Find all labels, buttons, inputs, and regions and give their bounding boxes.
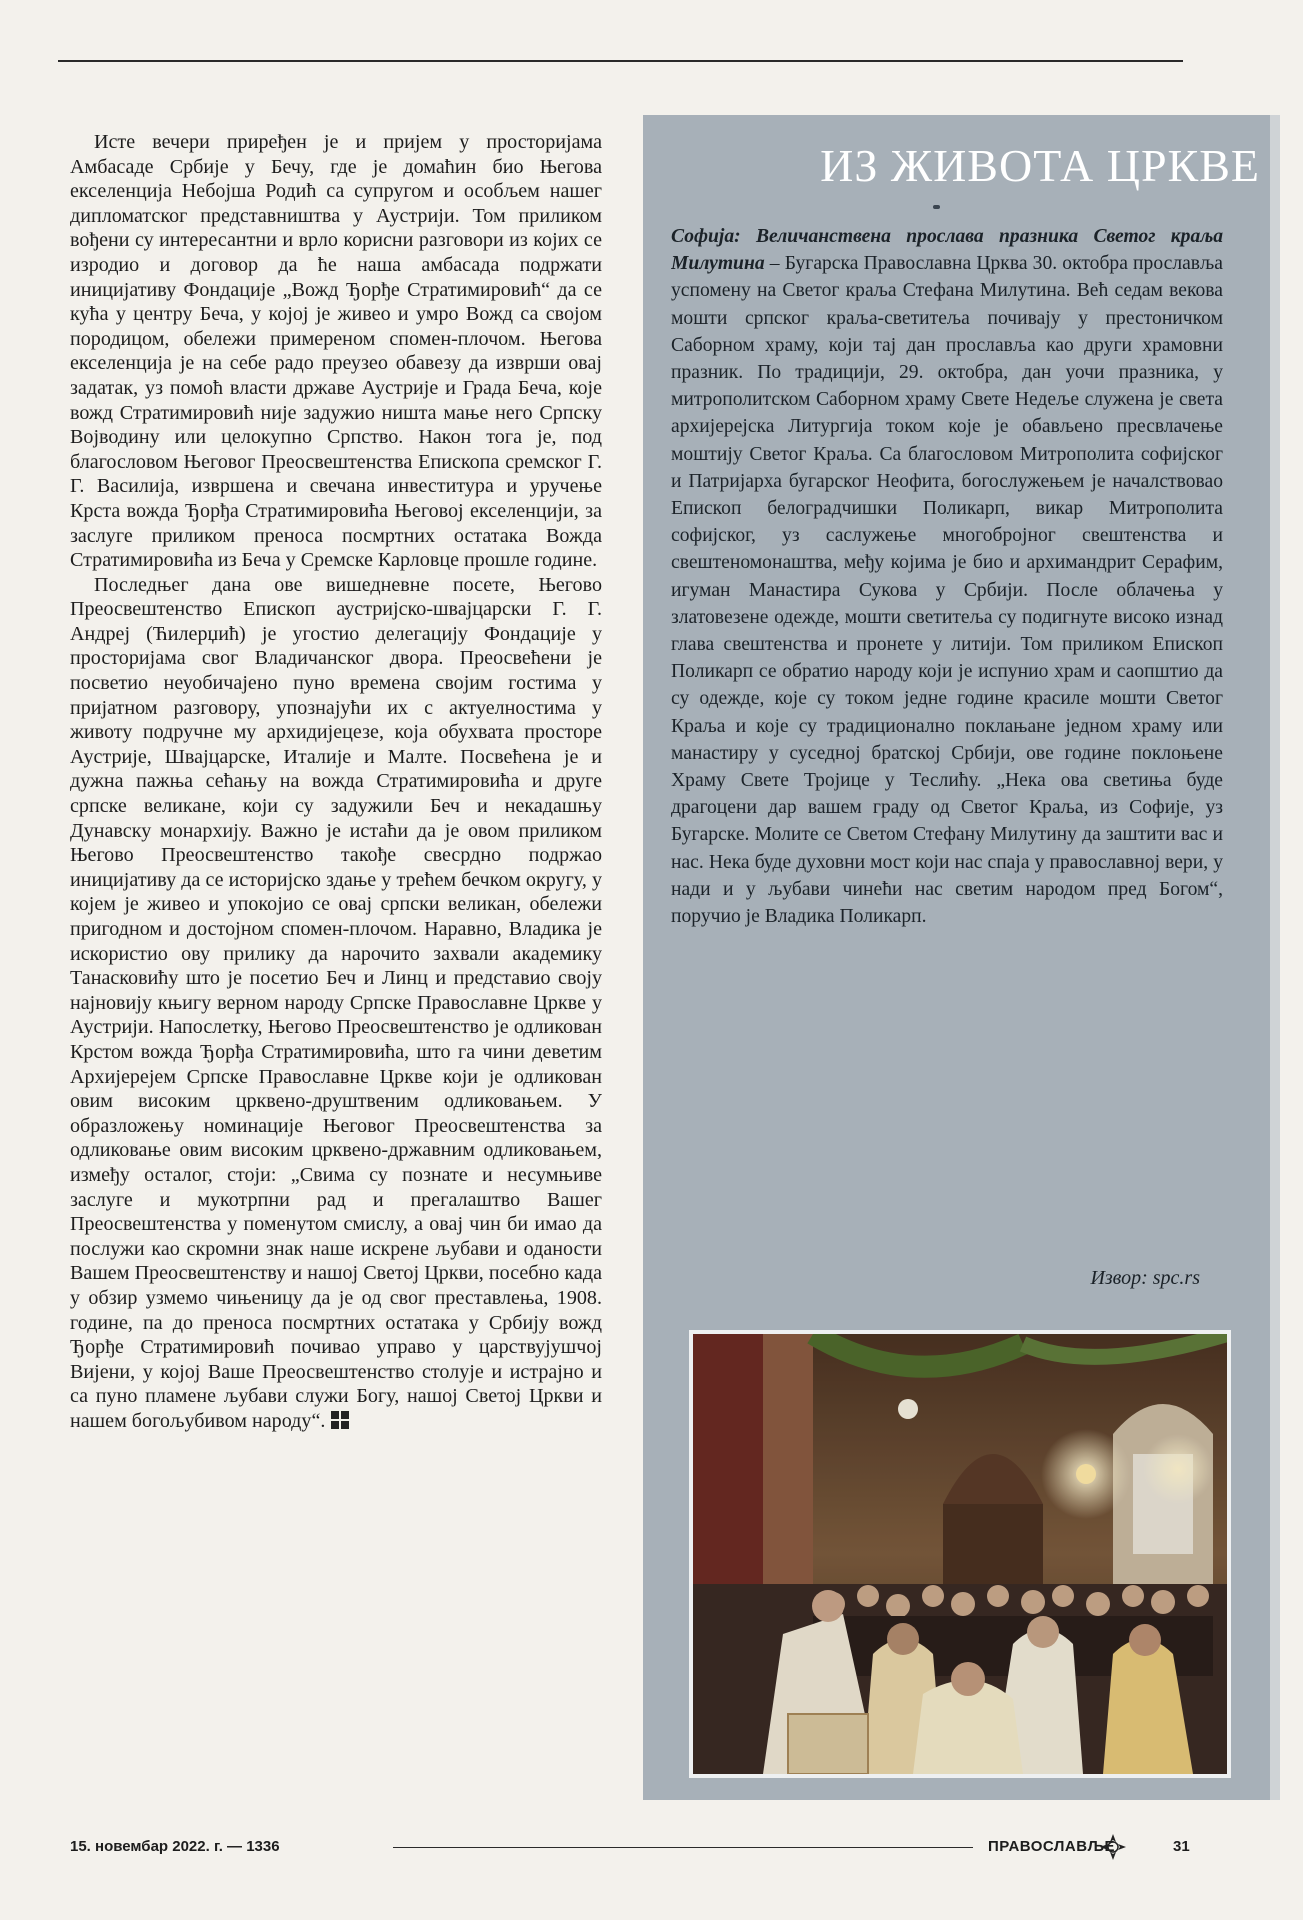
sidebar-article	[671, 223, 1223, 1373]
article-source: Извор: spc.rs	[1090, 1267, 1200, 1289]
footer-date-issue: 15. новембар 2022. г. — 1336	[70, 1838, 280, 1855]
title-ornament	[933, 205, 940, 209]
footer-rule	[393, 1847, 973, 1848]
sidebar-church-news	[643, 115, 1280, 1800]
cathedral-liturgy-photo	[689, 1330, 1231, 1778]
cross-ornament-icon	[1098, 1832, 1128, 1862]
paragraph-2-text: Последњег дана ове вишедневне посете, Његово Преосвештенство Епископ аустријско-швајцарски Г. Г. Андреј (Ћилерџић) је угостио делегацију Фондације у просторијама свог Владичанског двора. Преосвећени је посветио неуобичајено пуно времена својим гостима у пријатном разговору, упознајући их с актуелностима у животу подручне му архидијецезе, која обухвата просторе Аустрије, Швајцарске, Италије и Малте. Посвећена је и дужна пажња сећању на вожда Стратимировића и друге српске великане, који су задужили Беч и некадашњу Дунавску монархију. Важно је истаћи да је овом приликом Његово Преосвештенство такође свесрдно подржао иницијативу да се историјско здање у трећем бечком округу, у којем је живео и упокојио се овај српски великан, обележи пригодном и достојном спомен-плочом. Наравно, Владика је искористио ову прилику да нарочито захвали академику Танасковићу што је посетио Беч и Линц и представио своју најновију књигу верном народу Српске Православне Цркве у Аустрији. Напослетку, Његово Преосвештенство је одликован Крстом вожда Ђорђа Стратимировића, што га чини деветим Архијерејем Српске Православне Цркве који је одликован овим високим црквено-друштвеним одликовањем. У образложењу номинације Његовог Преосвештенства за одликовање овим високим црквено-државним одликовањем, између осталог, стоји: „Свима су познате и несумњиве заслуге и мукотрпни рад и прегалаштво Вашег Преосвештенства у поменутом смислу, а овај чин би имао да послужи као скромни знак наше искрене љубави и оданости Вашем Преосвештенству и нашој Светој Цркви, посебно када у обзир узмемо чињеницу да је од свог преставлења, 1908. године, па до преноса посмртних остатака у Србију вожд Ђорђе Стратимировић почивао управо у царствујушчој Вијени, у којој Ваше Преосвештенство столује и истрајно и са пуно пламене љубави служи Богу, нашој Светој Цркви и нашем богољубивом народу“.	[70, 573, 602, 1432]
paragraph-1: Исте вечери приређен је и пријем у просторијама Амбасаде Србије у Бечу, где је домаћин био Његова екселенција Небојша Родић са супругом и особљем нашег дипломатског представништва у Аустрији. Том приликом вођени су интересантни и врло корисни разговори из којих се изродио и договор да ће наша амбасада подржати иницијативу Фондације „Вожд Ђорђе Стратимировић“ да се кућа у центру Беча, у којој је живео и умро Вожд са својом породицом, обележи примереном спомен-плочом. Његова екселенција је на себе радо преузео обавезу да изврши овај задатак, уз помоћ власти државе Аустрије и Града Беча, које вожд Стратимировић није задужио ништа мање него Српску Војводину или целокупно Српство. Након тога је, под благословом Његовог Преосвештенства Епископа сремског Г. Г. Василија, извршена и свечана инвеститура и уручење Крста вожда Ђорђа Стратимировића Његовој екселенцији, за заслуге приликом преноса посмртних остатака Вожда Стратимировића из Беча у Сремске Карловце прошле године.	[70, 131, 602, 572]
left-column-article	[70, 130, 602, 1820]
end-of-article-icon	[331, 1411, 349, 1429]
section-title: ИЗ ЖИВОТА ЦРКВЕ	[820, 140, 1260, 191]
article-lead: Софија: Величанствена прослава празника Светог краља Милутина	[671, 226, 1223, 275]
page-number: 31	[1173, 1838, 1190, 1855]
article-body: – Бугарска Православна Црква 30. октобра прославља успомену на Светог краља Стефана Милутина. Већ седам векова мошти српског краља-светитеља почивају у престоничком Саборном храму, који тај дан прославља као други храмовни празник. По традицији, 29. октобра, дан уочи празника, у митрополитском Саборном храму Свете Недеље служена је света архијерејска Литургија током које је обављено пресвлачење моштију Светог Краља. Са благословом Митрополита софијског и Патријарха бугарског Неофита, богослужењем је началствовао Епископ белоградчишки Поликарп, викар Митрополита софијског, уз саслужење многобројног свештенства и свештеномонаштва, међу којима је био и архимандрит Серафим, игуман Манастира Сукова у Србији. После облачења у златовезене одежде, мошти светитеља су подигнуте високо изнад глава свештенства и пронете у литији. Том приликом Епископ Поликарп се обратио народу који је испунио храм и саопштио да су одежде, које су током једне године красиле мошти Светог Краља и које су традиционално поклањане једном храму или манастиру у суседној братској Србији, ове године поклоњене Храму Свете Тројице у Теслићу. „Нека ова светиња буде драгоцени дар вашем граду од Светог Краља, из Софије, уз Бугарске. Молите се Светом Стефану Милутину да заштити вас и нас. Нека буде духовни мост који нас спаја у православној вери, у нади и у љубави чинећи нас светим народом пред Богом“, поручио је Владика Поликарп.	[671, 253, 1223, 928]
top-rule	[58, 60, 1183, 62]
publication-name: ПРАВОСЛАВЉЕ	[988, 1838, 1115, 1855]
footer-publication	[988, 1832, 1188, 1862]
paragraph-2	[70, 573, 602, 1434]
